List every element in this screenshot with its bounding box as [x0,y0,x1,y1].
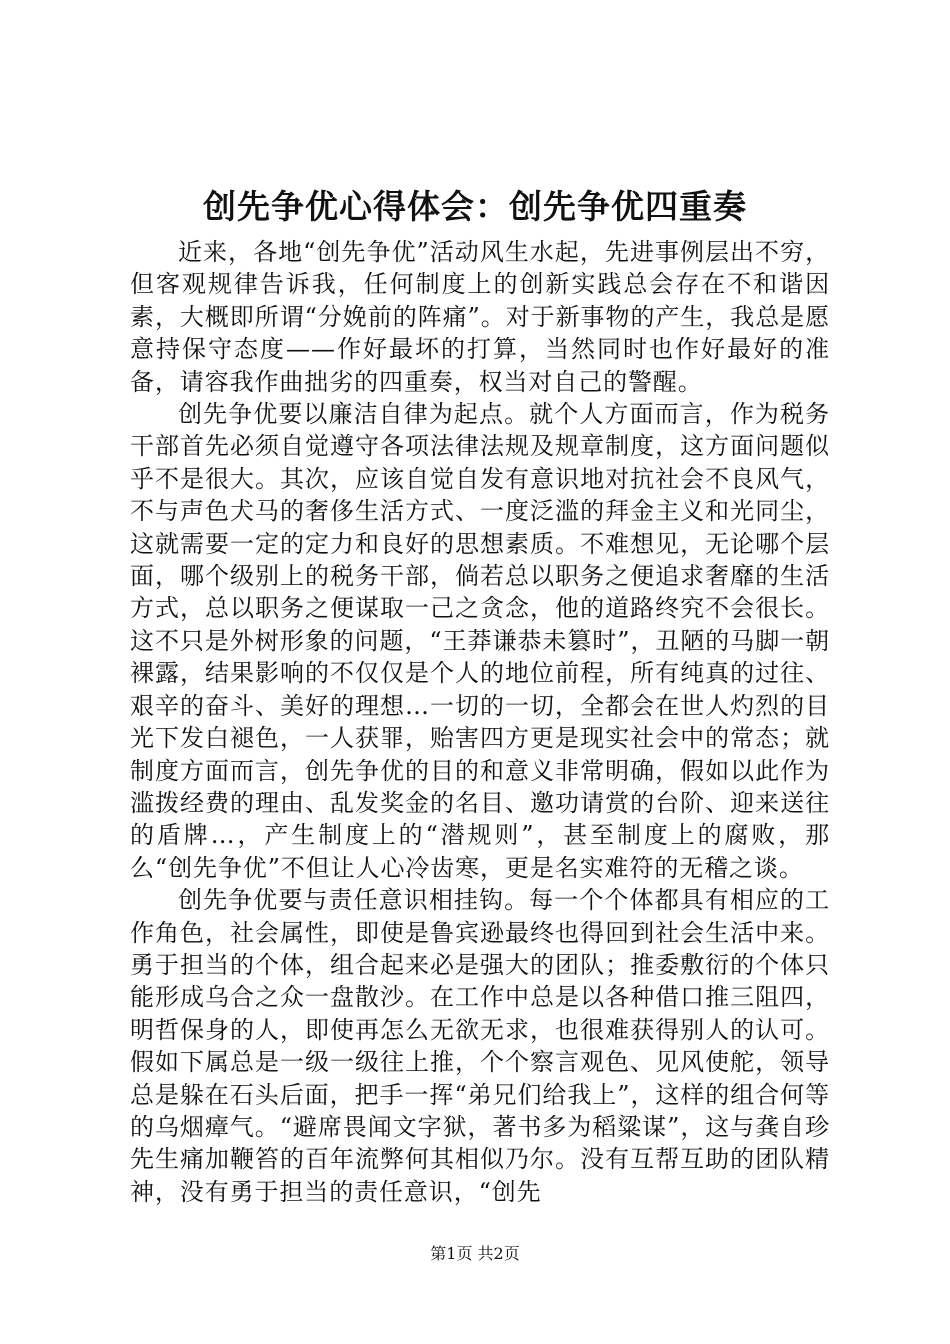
document-body [130,236,830,1208]
document-title: 创先争优心得体会：创先争优四重奏 [203,187,747,226]
paragraph: 近来，各地“创先争优”活动风生水起，先进事例层出不穷，但客观规律告诉我，任何制度上的创新实践总会存在不和谐因素，大概即所谓“分娩前的阵痛”。对于新事物的产生，我总是愿意持保守态度——作好最坏的打算，当然同时也作好最好的准备，请容我作曲拙劣的四重奏，权当对自己的警醒。 [130,238,830,396]
paragraph: 创先争优要与责任意识相挂钩。每一个个体都具有相应的工作角色，社会属性，即使是鲁宾逊最终也得回到社会生活中来。勇于担当的个体，组合起来必是强大的团队；推委敷衍的个体只能形成乌合之众一盘散沙。在工作中总是以各种借口推三阻四，明哲保身的人，即使再怎么无欲无求，也很难获得别人的认可。假如下属总是一级一级往上推，个个察言观色、见风使舵，领导总是躲在石头后面，把手一挥“弟兄们给我上”，这样的组合何等的乌烟瘴气。“避席畏闻文字狱，著书多为稻粱谋”，这与龚自珍先生痛加鞭笞的百年流弊何其相似乃尔。没有互帮互助的团队精神，没有勇于担当的责任意识，“创先 [130,886,830,1206]
page-number-footer: 第1页 共2页 [430,1244,520,1263]
paragraph: 创先争优要以廉洁自律为起点。就个人方面而言，作为税务干部首先必须自觉遵守各项法律法规及规章制度，这方面问题似乎不是很大。其次，应该自觉自发有意识地对抗社会不良风气，不与声色犬马的奢侈生活方式、一度泛滥的拜金主义和光同尘，这就需要一定的定力和良好的思想素质。不难想见，无论哪个层面，哪个级别上的税务干部，倘若总以职务之便追求奢靡的生活方式，总以职务之便谋取一己之贪念，他的道路终究不会很长。这不只是外树形象的问题，“王莽谦恭未篡时”，丑陋的马脚一朝裸露，结果影响的不仅仅是个人的地位前程，所有纯真的过往、艰辛的奋斗、美好的理想…一切的一切，全都会在世人灼烈的目光下发白褪色，一人获罪，贻害四方更是现实社会中的常态；就制度方面而言，创先争优的目的和意义非常明确，假如以此作为滥拨经费的理由、乱发奖金的名目、邀功请赏的台阶、迎来送往的盾牌…，产生制度上的“潜规则”，甚至制度上的腐败，那么“创先争优”不但让人心冷齿寒，更是名实难符的无稽之谈。 [130,400,830,882]
